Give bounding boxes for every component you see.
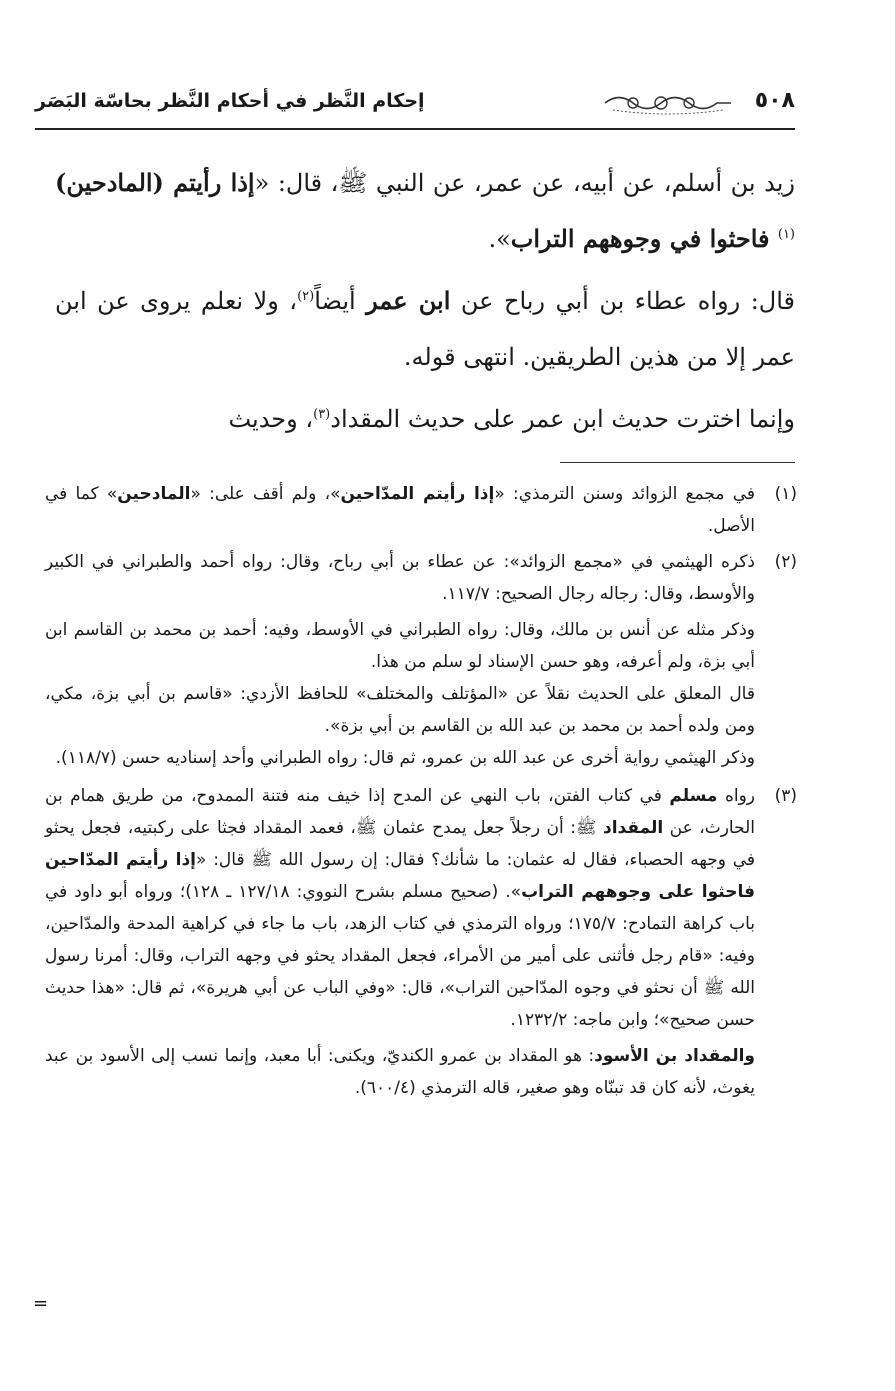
footnote-body: رواه مسلم في كتاب الفتن، باب النهي عن المدح إذا خيف منه فتنة الممدوح، من طريق همام بن الحارث، عن المقداد ﷺ: أن رجلاً جعل يمدح عثمان ﷺ، فعمد المقداد فجثا على ركبتيه، فجعل يحثو في وجهه الحصباء، فقال له عثمان: ما شأنك؟ فقال: إن رسول الله ﷺ قال: «إذا رأيتم المدّاحين فاحثوا على وجوههم التراب». (صحيح مسلم بشرح النووي: ١٢٧/١٨ ـ ١٢٨)؛ ورواه أبو داود في باب كراهة التمادح: ١٧٥/٧؛ ورواه الترمذي في كتاب الزهد، باب ما جاء في كراهية المدحة والمدّاحين، وفيه: «قام رجل فأثنى على أمير من الأمراء، فجعل المقداد يحثو في وجهه التراب، وقال: أمرنا رسول الله ﷺ أن نحثو في وجوه المدّاحين التراب»، قال: «وفي الباب عن أبي هريرة»، ثم قال: «هذا حديث حسن صحيح»؛ وابن ماجه: ١٢٣٢/٢. bbox=[45, 786, 755, 1030]
header-rule bbox=[35, 128, 795, 130]
margin-mark: = bbox=[33, 1293, 49, 1314]
footnote-body: ذكره الهيثمي في «مجمع الزوائد»: عن عطاء بن أبي رباح، وقال: رواه أحمد والطبراني في الكبير والأوسط، وقال: رجاله رجال الصحيح: ١١٧/٧. bbox=[45, 552, 755, 604]
footnote-ref-3[interactable]: (٣) bbox=[313, 407, 331, 422]
footnote-separator bbox=[560, 462, 795, 463]
footnote-body: في مجمع الزوائد وسنن الترمذي: «إذا رأيتم المدّاحين»، ولم أقف على: «المادحين» كما في الأصل. bbox=[45, 484, 755, 536]
main-paragraph-2: قال: رواه عطاء بن أبي رباح عن ابن عمر أيضاً$^{(٢)}$، ولا نعلم يروى عن ابن عمر إلا من هذين الطريقين. انتهى قوله. bbox=[55, 286, 796, 371]
main-text bbox=[55, 155, 795, 447]
footnotes bbox=[45, 478, 797, 1104]
main-paragraph-3: وإنما اخترت حديث ابن عمر على حديث المقداد$^{(٣)}$، وحديث bbox=[228, 405, 795, 433]
footnote-number: (١) bbox=[774, 484, 797, 504]
footnote-3 bbox=[45, 780, 797, 1036]
running-title: إحكام النَّظر في أحكام النَّظر بحاسّة البَصَر bbox=[35, 90, 425, 112]
page-header bbox=[35, 86, 795, 132]
footnote-number: (٣) bbox=[774, 786, 797, 806]
footnote-2 bbox=[45, 546, 797, 610]
footnote-2-paragraph: وذكر مثله عن أنس بن مالك، وقال: رواه الطبراني في الأوسط، وفيه: أحمد بن محمد بن القاسم ابن أبي بزة، ولم أعرفه، وهو حسن الإسناد لو سلم من هذا. bbox=[45, 620, 755, 672]
page-number: ٥٠٨ bbox=[754, 88, 795, 113]
footnote-2-paragraph: وذكر الهيثمي رواية أخرى عن عبد الله بن عمرو، ثم قال: رواه الطبراني وأحد إسناديه حسن (١١٨/٧). bbox=[55, 748, 755, 768]
main-paragraph-1: زيد بن أسلم، عن أبيه، عن عمر، عن النبي ﷺ، قال: «إذا رأيتم (المادحين)$^{(١)}$ فاحثوا في وجوههم التراب». bbox=[55, 168, 796, 253]
footnote-ref-1[interactable]: (١) bbox=[777, 227, 795, 242]
footnote-number: (٢) bbox=[774, 552, 797, 572]
footnote-1 bbox=[45, 478, 797, 542]
footnote-ref-2[interactable]: (٢) bbox=[297, 289, 315, 304]
footnote-2-paragraph: قال المعلق على الحديث نقلاً عن «المؤتلف والمختلف» للحافظ الأزدي: «قاسم بن أبي بزة، مكي، ومن ولده أحمد بن محمد بن عبد الله بن القاسم بن أبي بزة». bbox=[45, 684, 755, 736]
footnote-3-continuation: والمقداد بن الأسود: هو المقداد بن عمرو الكنديّ، ويكنى: أبا معبد، وإنما نسب إلى الأسود بن عبد يغوث، لأنه كان قد تبنّاه وهو صغير، قاله الترمذي (٦٠٠/٤). bbox=[45, 1046, 755, 1098]
ornament-icon bbox=[603, 90, 733, 116]
